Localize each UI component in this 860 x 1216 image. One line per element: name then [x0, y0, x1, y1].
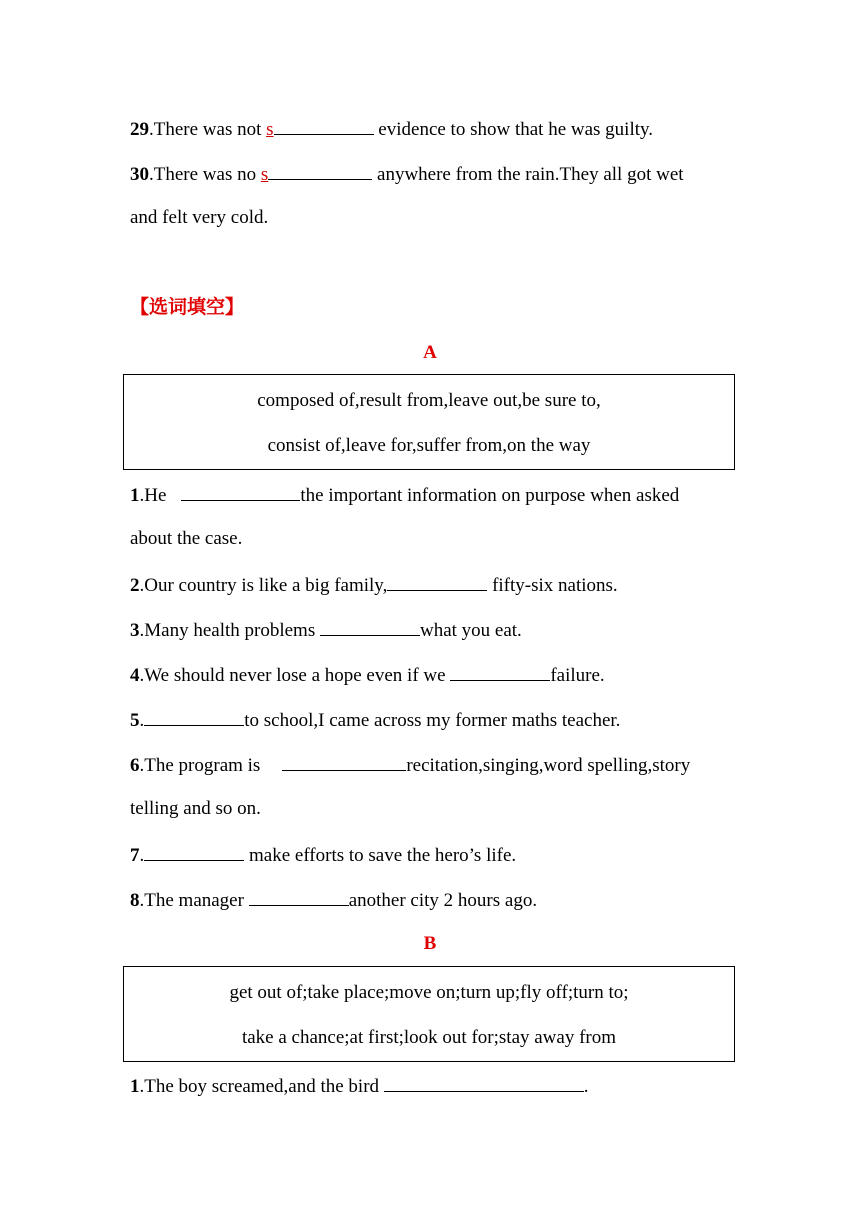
answer-blank[interactable] — [144, 842, 244, 861]
question-29 — [130, 116, 730, 142]
answer-blank[interactable] — [320, 617, 420, 636]
answer-blank[interactable] — [384, 1073, 584, 1092]
question-30-continuation: and felt very cold. — [130, 207, 269, 228]
question-a3 — [130, 617, 730, 643]
part-b-label: B — [423, 933, 437, 954]
question-text: to school,I came across my former maths teacher. — [244, 710, 621, 731]
question-text: the important information on purpose when asked — [300, 485, 680, 506]
question-number: 2 — [130, 575, 140, 596]
section-title: 【选词填空】 — [130, 296, 245, 318]
question-a6 — [130, 752, 730, 778]
word-bank-line: consist of,leave for,suffer from,on the way — [267, 435, 591, 456]
question-text: another city 2 hours ago. — [348, 890, 538, 911]
question-a2 — [130, 572, 730, 598]
answer-blank[interactable] — [282, 752, 406, 771]
question-number: 7 — [130, 845, 140, 866]
answer-blank[interactable] — [268, 161, 372, 180]
question-text: . — [139, 845, 145, 866]
question-text: recitation,singing,word spelling,story — [406, 755, 691, 776]
word-bank-line: composed of,result from,leave out,be sure to, — [257, 390, 601, 411]
question-number: 1 — [130, 1076, 140, 1097]
question-number: 6 — [130, 755, 140, 776]
answer-blank[interactable] — [144, 707, 244, 726]
question-text: make efforts to save the hero’s life. — [244, 845, 517, 866]
word-bank-b — [123, 966, 735, 1062]
question-a4 — [130, 662, 730, 688]
question-number: 1 — [130, 485, 140, 506]
question-number: 3 — [130, 620, 140, 641]
question-a5 — [130, 707, 730, 733]
question-text: .The boy screamed,and the bird — [139, 1076, 384, 1097]
question-text: failure. — [550, 665, 605, 686]
question-text: evidence to show that he was guilty. — [373, 119, 654, 140]
question-text: . — [583, 1076, 589, 1097]
question-text: what you eat. — [419, 620, 522, 641]
question-number: 30 — [130, 164, 149, 185]
question-a7 — [130, 842, 730, 868]
letter-hint: s — [266, 119, 274, 140]
question-number: 29 — [130, 119, 149, 140]
word-bank-line: take a chance;at first;look out for;stay away from — [241, 1027, 617, 1048]
letter-hint: s — [260, 164, 269, 185]
part-a-label: A — [423, 342, 437, 363]
question-number: 5 — [130, 710, 140, 731]
question-text: .The program is — [139, 755, 261, 776]
question-a1 — [130, 482, 730, 508]
question-text: .He — [139, 485, 167, 506]
question-text: fifty-six nations. — [487, 575, 618, 596]
question-number: 8 — [130, 890, 140, 911]
question-text: .Many health problems — [139, 620, 320, 641]
answer-blank[interactable] — [450, 662, 550, 681]
question-number: 4 — [130, 665, 140, 686]
question-text: .The manager — [139, 890, 249, 911]
word-bank-a — [123, 374, 735, 470]
question-a6-continuation: telling and so on. — [130, 798, 261, 819]
question-30 — [130, 161, 730, 187]
question-text: .We should never lose a hope even if we — [139, 665, 451, 686]
question-a1-continuation: about the case. — [130, 528, 243, 549]
answer-blank[interactable] — [249, 887, 349, 906]
question-text: . — [139, 710, 145, 731]
word-bank-line: get out of;take place;move on;turn up;fly off;turn to; — [229, 982, 629, 1003]
answer-blank[interactable] — [387, 572, 487, 591]
question-text: .Our country is like a big family, — [139, 575, 388, 596]
answer-blank[interactable] — [274, 116, 374, 135]
question-a8 — [130, 887, 730, 913]
question-text: .There was not — [149, 119, 267, 140]
answer-blank[interactable] — [181, 482, 300, 501]
question-b1 — [130, 1073, 730, 1099]
question-text: anywhere from the rain.They all got wet — [372, 164, 684, 185]
question-text: .There was no — [149, 164, 261, 185]
